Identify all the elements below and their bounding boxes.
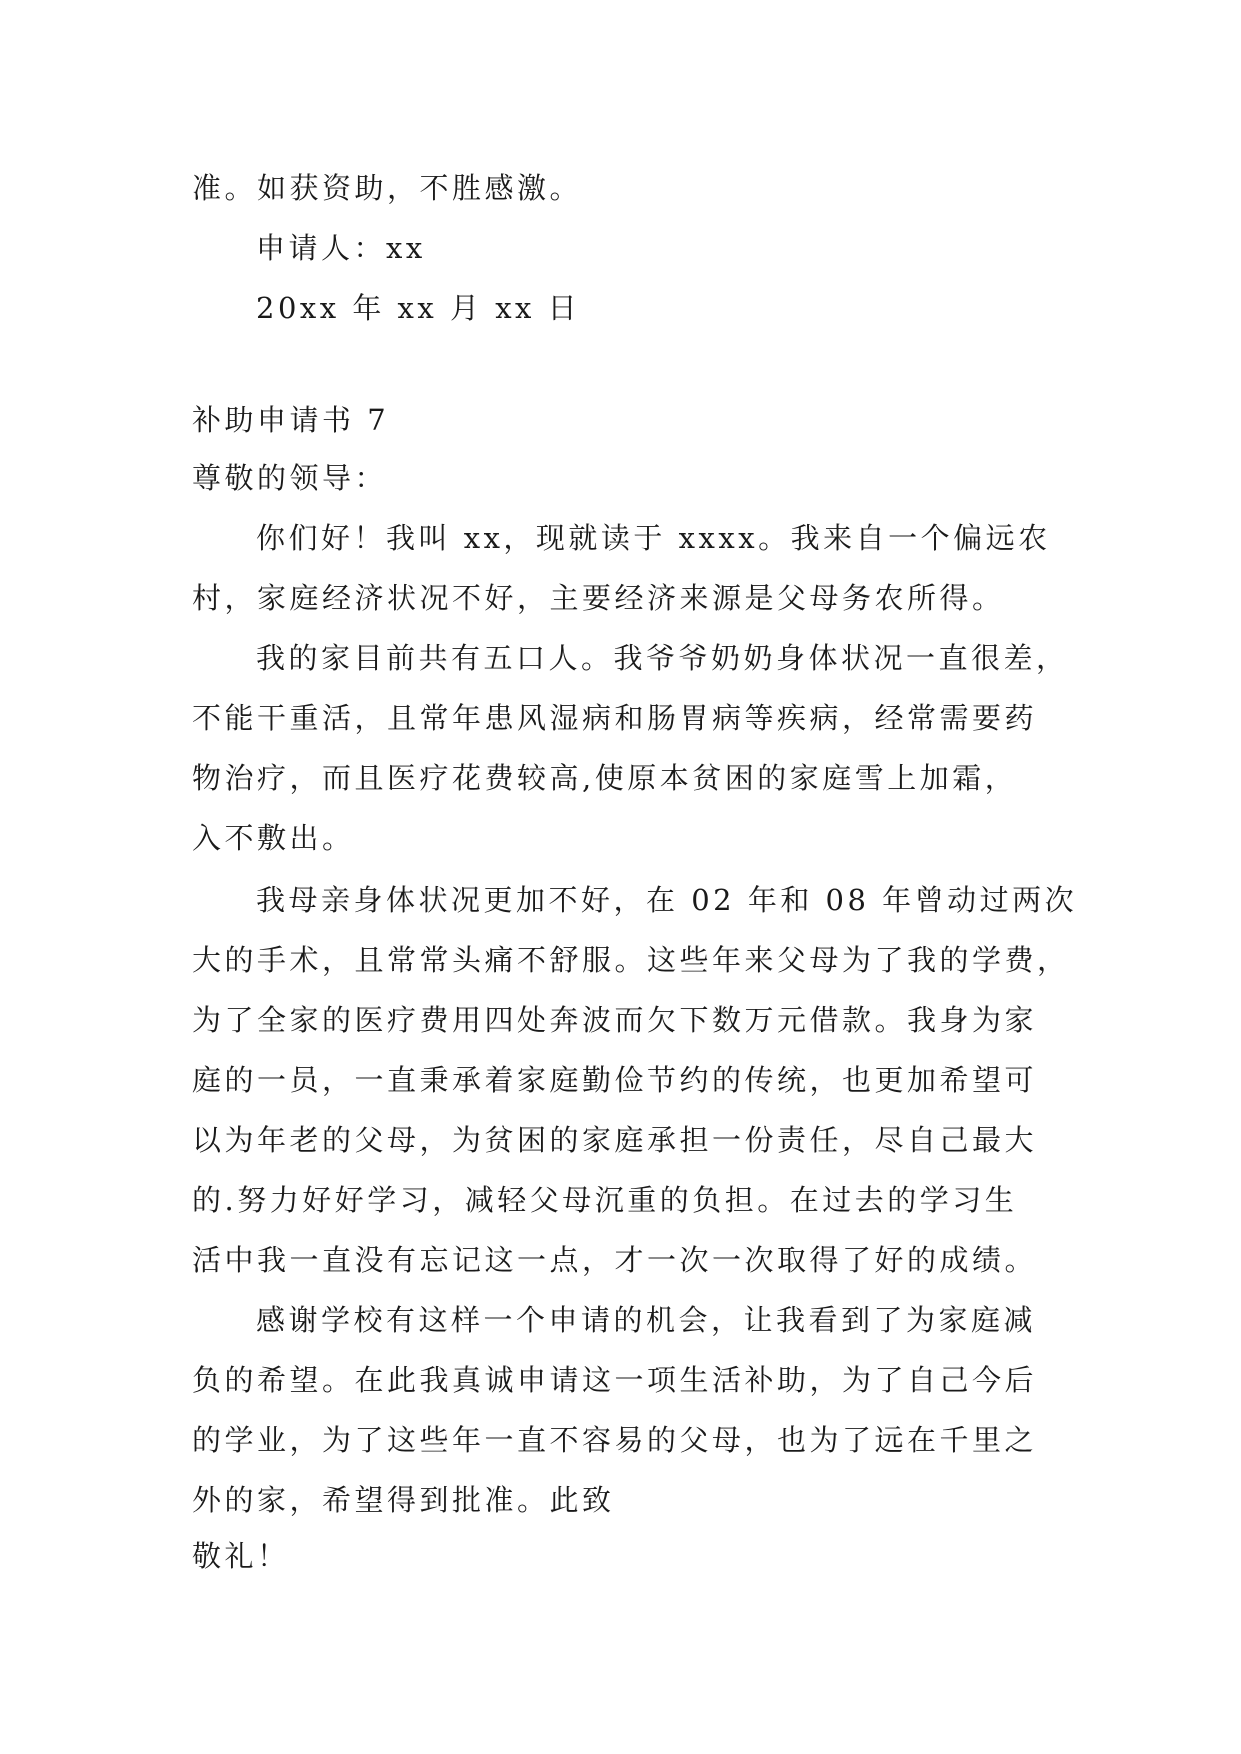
body-line: 的学业，为了这些年一直不容易的父母，也为了远在千里之 (192, 1423, 1038, 1457)
body-line: 的.努力好好学习，减轻父母沉重的负担。在过去的学习生 (192, 1183, 1018, 1217)
previous-letter-last-line: 准。如获资助，不胜感激。 (192, 171, 583, 205)
body-line: 村，家庭经济状况不好，主要经济来源是父母务农所得。 (192, 581, 1005, 615)
body-line: 外的家，希望得到批准。此致 (192, 1483, 615, 1517)
body-line: 我的家目前共有五口人。我爷爷奶奶身体状况一直很差， (256, 641, 1069, 675)
body-line: 大的手术，且常常头痛不舒服。这些年来父母为了我的学费， (192, 943, 1070, 977)
body-line: 不能干重活，且常年患风湿病和肠胃病等疾病，经常需要药 (192, 701, 1038, 735)
letter-salutation: 尊敬的领导： (192, 461, 388, 495)
body-line: 你们好！我叫 xx，现就读于 xxxx。我来自一个偏远农 (256, 521, 1051, 555)
previous-letter-date: 20xx 年 xx 月 xx 日 (256, 291, 581, 325)
body-line: 负的希望。在此我真诚申请这一项生活补助，为了自己今后 (192, 1363, 1038, 1397)
body-line: 感谢学校有这样一个申请的机会，让我看到了为家庭减 (256, 1303, 1037, 1337)
body-line: 物治疗，而且医疗花费较高,使原本贫困的家庭雪上加霜， (192, 761, 1018, 795)
body-line: 我母亲身体状况更加不好，在 02 年和 08 年曾动过两次 (256, 883, 1078, 917)
body-line: 庭的一员，一直秉承着家庭勤俭节约的传统，也更加希望可 (192, 1063, 1038, 1097)
body-line: 以为年老的父母，为贫困的家庭承担一份责任，尽自己最大 (192, 1123, 1038, 1157)
body-line: 为了全家的医疗费用四处奔波而欠下数万元借款。我身为家 (192, 1003, 1038, 1037)
letter-closing: 敬礼！ (192, 1539, 290, 1573)
letter-title: 补助申请书 7 (192, 403, 390, 437)
body-line: 入不敷出。 (192, 821, 355, 855)
body-line: 活中我一直没有忘记这一点，才一次一次取得了好的成绩。 (192, 1243, 1038, 1277)
previous-letter-signer: 申请人：xx (256, 231, 426, 265)
